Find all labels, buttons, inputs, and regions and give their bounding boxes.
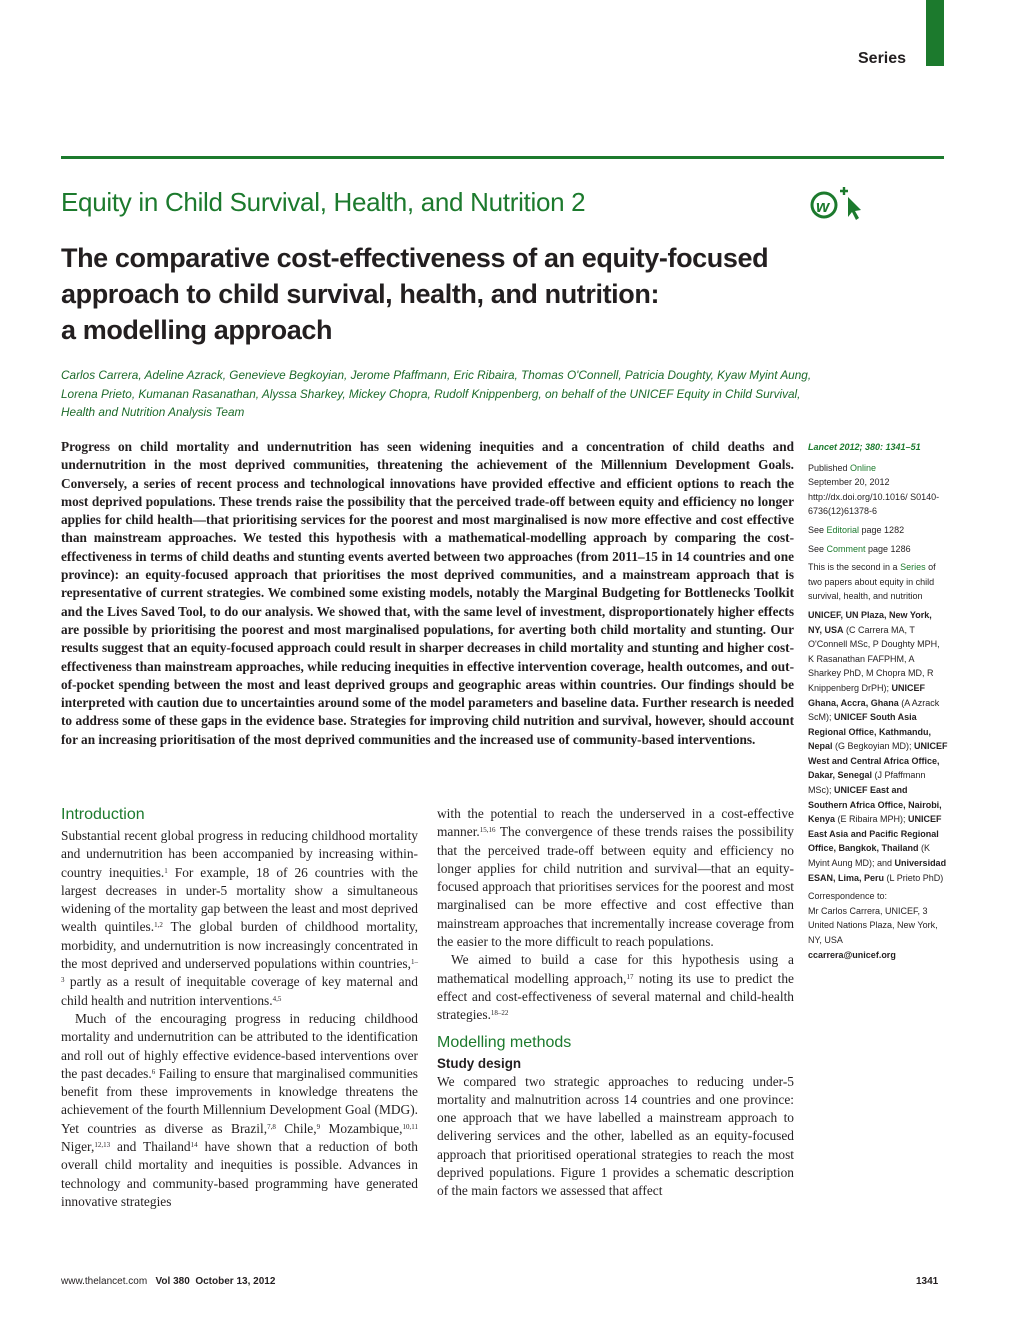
series-color-bar — [926, 0, 944, 66]
sidebar-notes — [808, 440, 948, 962]
abstract: Progress on child mortality and undernutrition has seen widening inequities and a concentration of child deaths and undernutrition in the most deprived communities, threatening the achievement of the Millennium Development Goals. Conversely, a series of recent process and technological innovations have provided effective and efficient options to reach the most deprived populations. These trends raise the possibility that the perceived trade-off between equity and efficiency no longer applies for child health—that prioritising services for the poorest and most marginalised is now more effective and cost effective than mainstream approaches. We tested this hypothesis with a mathematical-modelling approach by comparing the cost-effectiveness in terms of child deaths and stunting events averted between two approaches (from 2011–15 in 14 countries and one province): an equity-focused approach that prioritises the most deprived communities, and a mainstream approach that is representative of current strategies. We combined some existing models, notably the Marginal Budgeting for Bottlenecks Toolkit and the Lives Saved Tool, to do our analysis. We showed that, with the same level of investment, disproportionately higher effects are possible by prioritising the poorest and most marginalised populations, for averting both child mortality and stunting. Our results suggest that an equity-focused approach could result in sharper decreases in child mortality and stunting and higher cost-effectiveness than mainstream approaches, while reducing inequities in effective intervention coverage, health outcomes, and out-of-pocket spending between the most and least deprived groups and geographic areas within countries. Our findings should be interpreted with caution due to uncertainties around some of the model parameters and baseline data. Further research is needed to address some of these gaps in the evidence base. Strategies for improving child nutrition and survival, however, should account for an increasing prioritisation of the most deprived communities and the increased use of community-based interventions. — [61, 439, 794, 747]
intro-paragraph-1: Substantial recent global progress in reducing childhood mortality and undernutrition has been accompanied by increasing within-country inequities.$^1$ For example, 18 of 26 countries with the largest decreases in under-5 mortality show a simultaneous widening of the mortality gap between the least and most deprived wealth quintiles.$^{1,2}$ The global burden of childhood mortality, morbidity, and undernutrition is now increasingly concentrated in the most deprived and underserved populations within countries,$^{1-3}$ partly as a result of inequitable coverage of key maternal and child health and nutrition interventions.$^{4,5}$ — [61, 828, 418, 1008]
body-column-left — [61, 805, 418, 1211]
subsection-heading-study-design: Study design — [437, 1055, 522, 1071]
methods-paragraph-1: We compared two strategic approaches to reducing under-5 mortality and malnutrition across 14 countries and one province: one approach that we have labelled a mainstream approach to delivering services and the other, labelled as an equity-focused approach that prioritised operational strategies to reach the most deprived populations. Figure 1 provides a schematic description of the main factors we assessed that affect — [437, 1073, 794, 1199]
editorial-link[interactable]: Editorial — [826, 524, 860, 535]
series-label: Series — [858, 50, 907, 67]
body-column-middle — [437, 805, 794, 1201]
citation: Lancet 2012; 380: 1341–51 — [808, 442, 921, 452]
title-line: The comparative cost-effectiveness of an equity-focused — [61, 243, 769, 273]
see-editorial: See Editorial page 1282 — [808, 524, 905, 535]
web-first-icon[interactable] — [806, 183, 866, 223]
footer-info — [61, 1276, 275, 1287]
intro-paragraph-3: with the potential to reach the underserved in a cost-effective manner.$^{15,16}$ The convergence of these trends raises the possibility that the perceived trade-off between equity and efficiency no longer applies for child nutrition and survival—that an equity-focused approach that prioritises services for the poorest and most marginalised can be more effective and cost effective than mainstream approaches that incrementally increase coverage from the easier to the more difficult to reach populations. — [437, 806, 794, 950]
email-link[interactable]: ccarrera@unicef.org — [808, 949, 896, 960]
section-heading-introduction: Introduction — [61, 806, 145, 823]
svg-text:w: w — [816, 197, 830, 216]
intro-paragraph-2: Much of the encouraging progress in reducing childhood mortality and undernutrition can be attributed to the identification and roll out of highly effective evidence-based interventions over the past decades.$^6$ Failing to ensure that marginalised communities benefit from these improvements in knowledge threatens the achievement of the fourth Millennium Development Goal (MDG). Yet countries as diverse as Brazil,$^{7,8}$ Chile,$^9$ Mozambique,$^{10,11}$ Niger,$^{12,13}$ and Thailand$^{14}$ have shown that a reduction of both overall child mortality and inequities is possible. Advances in technology and community-based programming have generated innovative strategies — [61, 1010, 419, 1209]
footer-volume: Vol 380 — [155, 1276, 190, 1287]
header-rule — [61, 156, 944, 159]
correspondence: Correspondence to: Mr Carlos Carrera, UNICEF, 3 United Nations Plaza, New York, NY, USA ccarrera@unicef.org — [808, 891, 938, 960]
author-list — [61, 366, 812, 422]
affiliations: UNICEF, UN Plaza, New York, NY, USA (C Carrera MA, T O'Connell MSc, P Doughty MPH, K Rasanathan FAFPHM, A Sharkey PhD, M Chopra MD, R Knippenberg DrPH); UNICEF Ghana, Accra, Ghana (A Azrack ScM); UNICEF South Asia Regional Office, Kathmandu, Nepal (G Begkoyian MD); UNICEF West and Central Africa Office, Dakar, Senegal (J Pfaffmann MSc); UNICEF East and Southern Africa Office, Nairobi, Kenya (E Ribaira MPH); UNICEF East Asia and Pacific Regional Office, Bangkok, Thailand (K Myint Aung MD); and Universidad ESAN, Lima, Peru (L Prieto PhD) — [808, 609, 948, 883]
series-note: This is the second in a Series of two papers about equity in child survival, health, and nutrition — [808, 562, 936, 602]
intro-paragraph-4: We aimed to build a case for this hypothesis using a mathematical modelling approach,$^{17}$ noting its use to predict the effect and cost-effectiveness of several maternal and child-health strategies.$^{18-22}$ — [437, 952, 794, 1023]
title-line: approach to child survival, health, and nutrition: — [61, 279, 660, 309]
author-line: Carlos Carrera, Adeline Azrack, Genevieve Begkoyian, Jerome Pfaffmann, Eric Ribaira, Thomas O'Connell, Patricia Doughty, Kyaw Myint Aung, — [61, 368, 812, 382]
comment-link[interactable]: Comment — [826, 543, 866, 554]
title-line: a modelling approach — [61, 315, 333, 345]
article-title — [61, 240, 801, 348]
published-info: Published Online September 20, 2012 http://dx.doi.org/10.1016/ S0140-6736(12)61378-6 — [808, 462, 940, 517]
doi-link[interactable]: http://dx.doi.org/10.1016/ S0140-6736(12)61378-6 — [808, 491, 940, 517]
section-heading-methods: Modelling methods — [437, 1033, 572, 1051]
see-comment: See Comment page 1286 — [808, 543, 911, 554]
author-line: Health and Nutrition Analysis Team — [61, 405, 245, 419]
author-line: Lorena Prieto, Kumanan Rasanathan, Alyssa Sharkey, Mickey Chopra, Rudolf Knippenberg, on behalf of the UNICEF Equity in Child Survival, — [61, 386, 801, 401]
footer-site[interactable]: www.thelancet.com — [61, 1276, 148, 1287]
footer-date: October 13, 2012 — [195, 1276, 276, 1287]
published-online-link[interactable]: Online — [850, 462, 877, 473]
page-number: 1341 — [916, 1276, 939, 1287]
series-title: Equity in Child Survival, Health, and Nutrition 2 — [61, 187, 586, 217]
series-link[interactable]: Series — [900, 562, 926, 573]
